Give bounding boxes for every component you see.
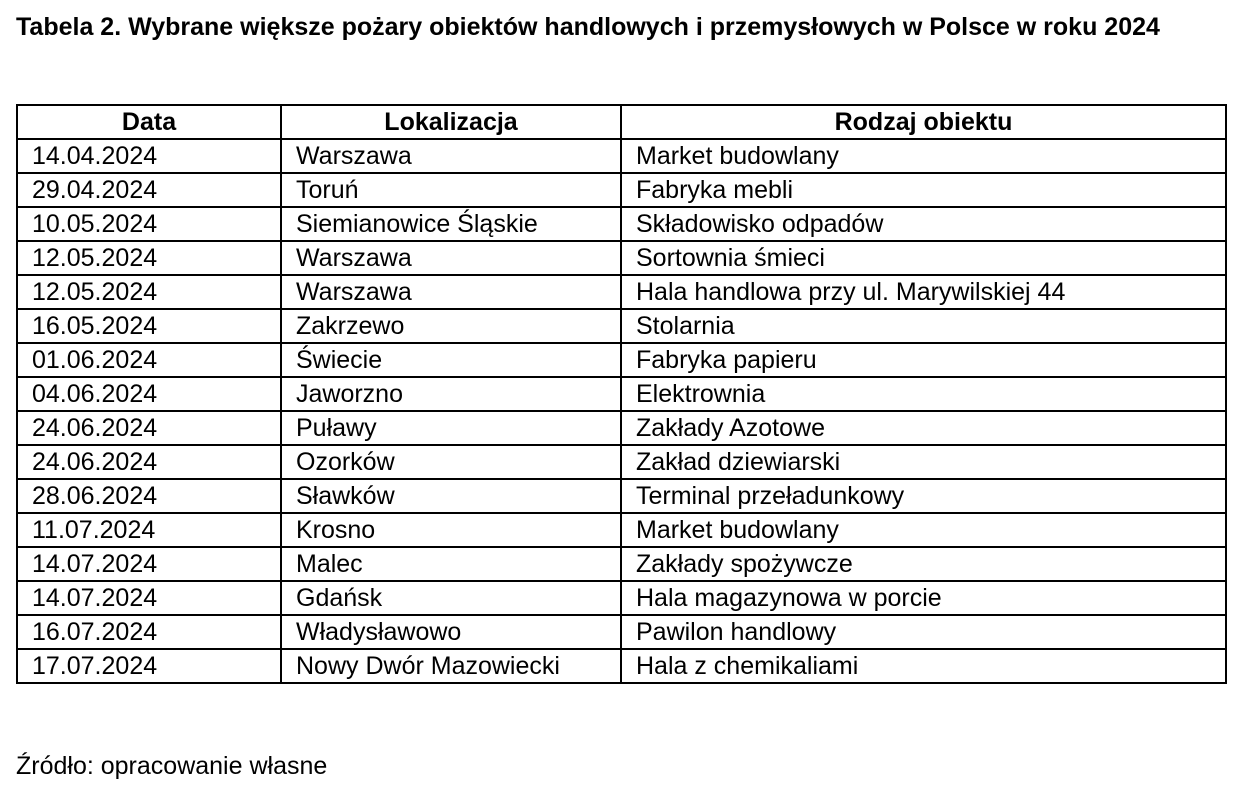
location-cell: Sławków xyxy=(281,479,621,513)
location-cell: Warszawa xyxy=(281,241,621,275)
location-cell: Ozorków xyxy=(281,445,621,479)
object-type-cell: Składowisko odpadów xyxy=(621,207,1226,241)
object-type-cell: Market budowlany xyxy=(621,513,1226,547)
table-header-row xyxy=(17,105,1226,139)
date-cell: 16.07.2024 xyxy=(17,615,281,649)
location-cell: Gdańsk xyxy=(281,581,621,615)
table-row xyxy=(17,513,1226,547)
object-type-cell: Hala z chemikaliami xyxy=(621,649,1226,683)
object-type-cell: Hala handlowa przy ul. Marywilskiej 44 xyxy=(621,275,1226,309)
table-row xyxy=(17,309,1226,343)
date-cell: 14.07.2024 xyxy=(17,547,281,581)
date-cell: 04.06.2024 xyxy=(17,377,281,411)
table-row xyxy=(17,241,1226,275)
source-note: Źródło: opracowanie własne xyxy=(16,752,328,780)
column-header-date: Data xyxy=(17,105,281,139)
object-type-cell: Terminal przeładunkowy xyxy=(621,479,1226,513)
date-cell: 01.06.2024 xyxy=(17,343,281,377)
location-cell: Warszawa xyxy=(281,139,621,173)
object-type-cell: Market budowlany xyxy=(621,139,1226,173)
location-cell: Nowy Dwór Mazowiecki xyxy=(281,649,621,683)
date-cell: 16.05.2024 xyxy=(17,309,281,343)
table-row xyxy=(17,173,1226,207)
date-cell: 14.07.2024 xyxy=(17,581,281,615)
object-type-cell: Fabryka mebli xyxy=(621,173,1226,207)
date-cell: 24.06.2024 xyxy=(17,411,281,445)
object-type-cell: Elektrownia xyxy=(621,377,1226,411)
location-cell: Malec xyxy=(281,547,621,581)
object-type-cell: Zakład dziewiarski xyxy=(621,445,1226,479)
table-title: Tabela 2. Wybrane większe pożary obiektów handlowych i przemysłowych w Polsce w roku 2024 xyxy=(16,13,1160,41)
table-row xyxy=(17,411,1226,445)
column-header-object-type: Rodzaj obiektu xyxy=(621,105,1226,139)
location-cell: Krosno xyxy=(281,513,621,547)
table-row xyxy=(17,139,1226,173)
location-cell: Toruń xyxy=(281,173,621,207)
table-row xyxy=(17,581,1226,615)
location-cell: Siemianowice Śląskie xyxy=(281,207,621,241)
location-cell: Władysławowo xyxy=(281,615,621,649)
date-cell: 14.04.2024 xyxy=(17,139,281,173)
object-type-cell: Zakłady spożywcze xyxy=(621,547,1226,581)
object-type-cell: Sortownia śmieci xyxy=(621,241,1226,275)
object-type-cell: Hala magazynowa w porcie xyxy=(621,581,1226,615)
table-row xyxy=(17,377,1226,411)
column-header-location: Lokalizacja xyxy=(281,105,621,139)
date-cell: 29.04.2024 xyxy=(17,173,281,207)
table-header xyxy=(17,105,1226,139)
table-row xyxy=(17,207,1226,241)
table-row xyxy=(17,615,1226,649)
object-type-cell: Fabryka papieru xyxy=(621,343,1226,377)
table-row xyxy=(17,275,1226,309)
table-row xyxy=(17,343,1226,377)
table-row xyxy=(17,479,1226,513)
location-cell: Zakrzewo xyxy=(281,309,621,343)
table-row xyxy=(17,649,1226,683)
location-cell: Świecie xyxy=(281,343,621,377)
date-cell: 28.06.2024 xyxy=(17,479,281,513)
table-body xyxy=(17,139,1226,683)
date-cell: 17.07.2024 xyxy=(17,649,281,683)
date-cell: 11.07.2024 xyxy=(17,513,281,547)
fires-table xyxy=(16,104,1227,684)
object-type-cell: Zakłady Azotowe xyxy=(621,411,1226,445)
location-cell: Warszawa xyxy=(281,275,621,309)
location-cell: Puławy xyxy=(281,411,621,445)
object-type-cell: Pawilon handlowy xyxy=(621,615,1226,649)
date-cell: 12.05.2024 xyxy=(17,275,281,309)
date-cell: 12.05.2024 xyxy=(17,241,281,275)
date-cell: 24.06.2024 xyxy=(17,445,281,479)
table-row xyxy=(17,445,1226,479)
date-cell: 10.05.2024 xyxy=(17,207,281,241)
table-row xyxy=(17,547,1226,581)
location-cell: Jaworzno xyxy=(281,377,621,411)
object-type-cell: Stolarnia xyxy=(621,309,1226,343)
